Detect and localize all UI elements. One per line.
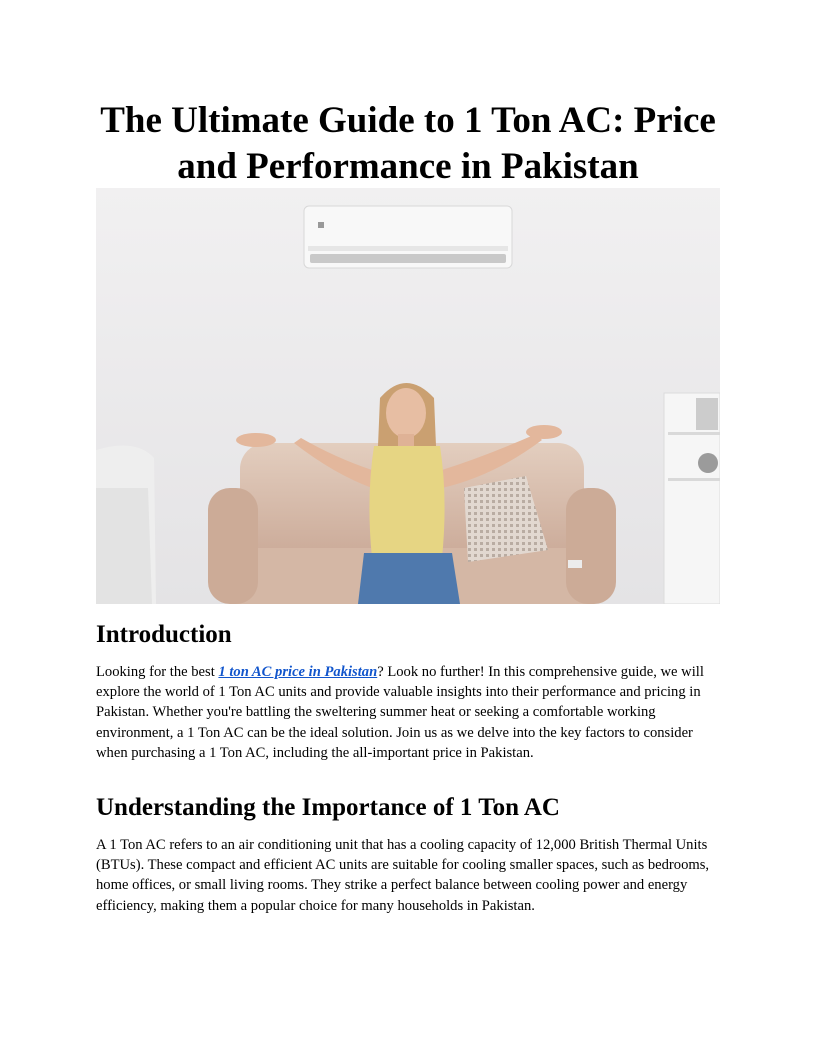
importance-paragraph: A 1 Ton AC refers to an air conditioning unit that has a cooling capacity of 12,000 British Thermal Units (BTUs). These compact and efficient AC units are suitable for cooling smaller spaces, such as bedrooms, home offices, or small living rooms. They strike a perfect balance between cooling power and energy efficiency, making them a popular choice for many households in Pakistan. — [96, 837, 710, 914]
introduction-paragraph — [96, 662, 720, 763]
shelf — [664, 393, 720, 604]
section-heading-introduction: Introduction — [96, 621, 232, 648]
section-heading-importance: Understanding the Importance of 1 Ton AC — [96, 794, 560, 821]
hero-illustration — [96, 188, 720, 604]
armchair — [96, 446, 156, 605]
price-link[interactable]: 1 ton AC price in Pakistan — [218, 664, 378, 680]
page-title: The Ultimate Guide to 1 Ton AC: Price and Performance in Pakistan — [100, 100, 716, 187]
intro-text-start: Looking for the best — [96, 664, 219, 680]
intro-text-end: ? Look no further! In this comprehensive guide, we will explore the world of 1 Ton AC units and provide valuable insights into their performance and pricing in Pakistan. Whether you're battling the sweltering summer heat or seeking a comfortable working environment, a 1 Ton AC can be the ideal solution. Join us as we delve into the key factors to consider when purchasing a 1 Ton AC, including the all-important price in Pakistan. — [96, 664, 704, 761]
air-conditioner — [304, 206, 512, 268]
hero-image — [96, 188, 720, 604]
